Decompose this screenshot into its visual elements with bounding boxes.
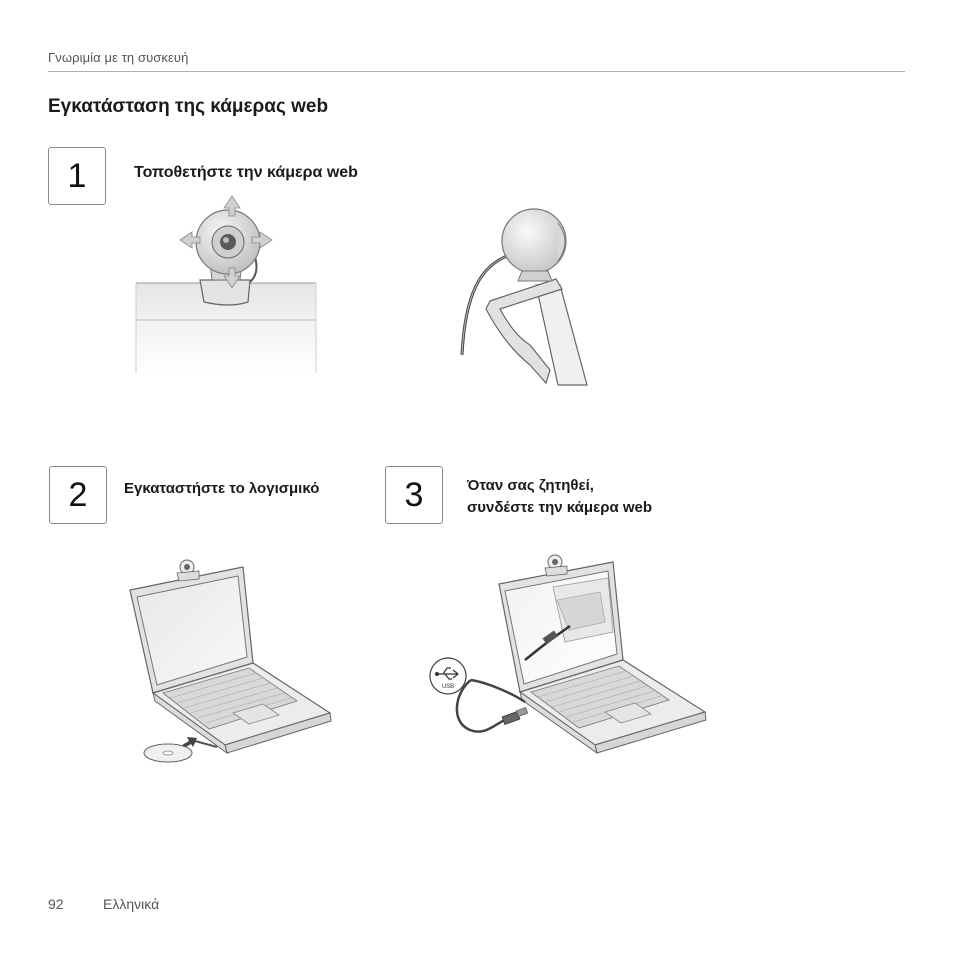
webcam-clip-side-view-illustration: [450, 205, 590, 390]
footer-language: Ελληνικά: [103, 896, 160, 912]
step-2-label: Εγκαταστήστε το λογισμικό: [124, 480, 320, 497]
step-3-number-box: [385, 466, 443, 524]
step-1-number: 1: [67, 156, 87, 195]
laptop-connect-usb-illustration: [425, 552, 720, 754]
step-1-label: Τοποθετήστε την κάμερα web: [134, 164, 358, 181]
section-title: Εγκατάσταση της κάμερας web: [48, 96, 329, 117]
step-1-number-box: [48, 147, 106, 205]
step-2-number: 2: [68, 475, 88, 514]
webcam-on-monitor-illustration: [130, 190, 330, 375]
step-2-number-box: [49, 466, 107, 524]
header-breadcrumb: Γνωριμία με τη συσκευή: [48, 50, 189, 65]
laptop-install-software-illustration: [125, 555, 345, 770]
usb-label: USB: [441, 684, 455, 690]
header-divider: [48, 71, 905, 72]
step-3-label-line2: συνδέστε την κάμερα web: [467, 499, 653, 516]
page-number: 92: [48, 896, 64, 912]
step-3-number: 3: [404, 475, 424, 514]
step-3-label-line1: Όταν σας ζητηθεί,: [467, 477, 594, 494]
